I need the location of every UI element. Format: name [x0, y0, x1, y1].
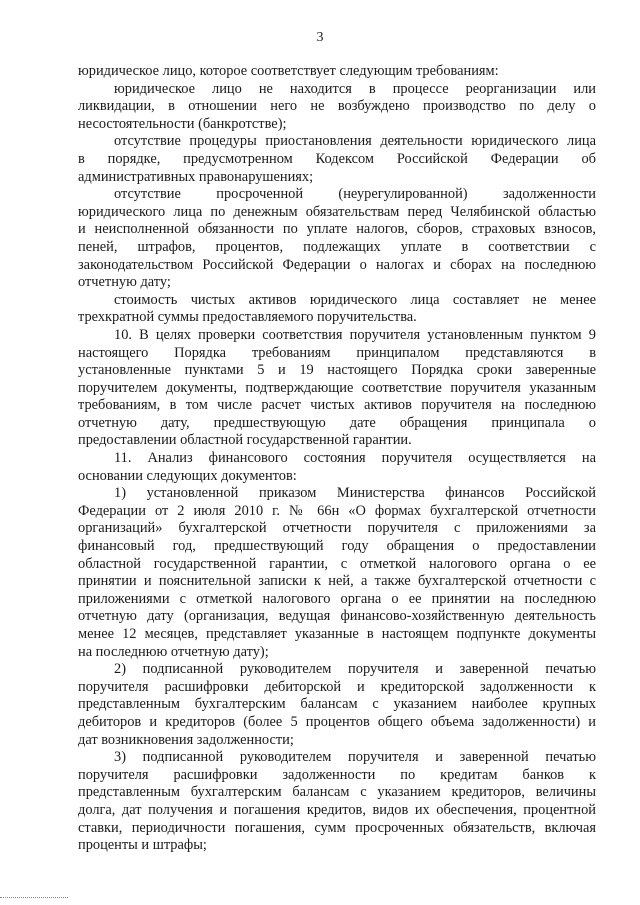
- text-line: представленным бухгалтерским балансам с указанием наиболее крупных: [78, 696, 596, 713]
- text-line: 11. Анализ финансового состояния поручителя осуществляется на: [114, 450, 596, 467]
- text-line: требованиям, в том числе расчет чистых активов поручителя на последнюю: [78, 397, 596, 414]
- text-line: и неисполненной обязанности по уплате налогов, сборов, страховых взносов,: [78, 221, 596, 238]
- text-line: отсутствие процедуры приостановления деятельности юридического лица: [114, 133, 596, 150]
- text-line: отсутствие просроченной (неурегулированной) задолженности: [114, 186, 596, 203]
- text-line: организаций» бухгалтерской отчетности поручителя с приложениями за: [78, 520, 596, 537]
- text-line: менее 12 месяцев, представляет указанные в настоящем подпункте документы: [78, 626, 596, 642]
- scan-edge-mark: [0, 897, 68, 899]
- text-line: юридического лица по денежным обязательствам перед Челябинской областью: [78, 203, 596, 220]
- text-line: предоставлении областной государственной гарантии.: [78, 432, 412, 449]
- text-line: поручителя расшифровки задолженности по кредитам банков к: [78, 766, 596, 783]
- text-line: финансовый год, предшествующий году обращения о предоставлении: [78, 538, 596, 555]
- text-line: законодательством Российской Федерации о налогах и сборах на последнюю: [78, 256, 596, 273]
- text-line: ставки, периодичности погашения, сумм просроченных обязательств, включая: [78, 819, 596, 836]
- text-line: юридическое лицо, которое соответствует следующим требованиям:: [78, 63, 499, 79]
- text-line: несостоятельности (банкротстве);: [78, 115, 287, 132]
- text-line: Федерации от 2 июля 2010 г. № 66н «О формах бухгалтерской отчетности: [78, 502, 596, 519]
- text-line: 3) подписанной руководителем поручителя и заверенной печатью: [114, 749, 596, 766]
- text-line: отчетную дату;: [78, 274, 171, 291]
- text-line: настоящего Порядка требованиям принципалом представляются в: [78, 344, 596, 361]
- text-line: поручителем документы, подтверждающие соответствие поручителя указанным: [78, 379, 596, 396]
- text-line: представленным бухгалтерским балансам с указанием кредиторов, величины: [78, 784, 596, 801]
- text-line: 1) установленной приказом Министерства финансов Российской: [114, 485, 596, 502]
- text-line: в порядке, предусмотренном Кодексом Российской Федерации об: [78, 150, 596, 167]
- text-line: 2) подписанной руководителем поручителя и заверенной печатью: [114, 661, 596, 678]
- text-line: юридическое лицо не находится в процессе реорганизации или: [114, 80, 596, 97]
- text-line: административных правонарушениях;: [78, 168, 314, 185]
- text-line: 10. В целях проверки соответствия поручителя установленным пунктом 9: [114, 326, 596, 343]
- text-line: отчетную дату, предшествующую дате обращения принципала о: [78, 414, 596, 431]
- document-body: [78, 63, 596, 855]
- text-line: приложениями с отметкой налогового органа о ее принятии на последнюю: [78, 590, 596, 607]
- text-line: дебиторов и кредиторов (более 5 процентов общего объема задолженности) и: [78, 713, 596, 730]
- text-line: трехкратной суммы предоставляемого поручительства.: [78, 309, 417, 326]
- text-line: пеней, штрафов, процентов, подлежащих уплате в соответствии с: [78, 238, 596, 255]
- text-line: основании следующих документов:: [78, 467, 297, 484]
- text-line: отчетную дату (организация, ведущая финансово-хозяйственную деятельность: [78, 608, 596, 625]
- page-number: 3: [316, 30, 324, 45]
- text-line: на последнюю отчетную дату);: [78, 643, 269, 660]
- text-line: долга, дат получения и погашения кредитов, видов их обеспечения, процентной: [78, 801, 596, 818]
- text-line: областной государственной гарантии, с отметкой налогового органа о ее: [78, 555, 596, 572]
- text-line: поручителя расшифровки дебиторской и кредиторской задолженности к: [78, 678, 596, 695]
- text-line: стоимость чистых активов юридического лица составляет не менее: [114, 291, 596, 308]
- text-line: дат возникновения задолженности;: [78, 731, 294, 748]
- text-line: ликвидации, в отношении него не возбуждено производство по делу о: [78, 98, 596, 115]
- text-line: проценты и штрафы;: [78, 837, 207, 854]
- text-line: принятии и пояснительной записки к ней, а также бухгалтерской отчетности с: [78, 573, 596, 590]
- text-line: установленные пунктами 5 и 19 настоящего Порядка сроки заверенные: [78, 362, 596, 379]
